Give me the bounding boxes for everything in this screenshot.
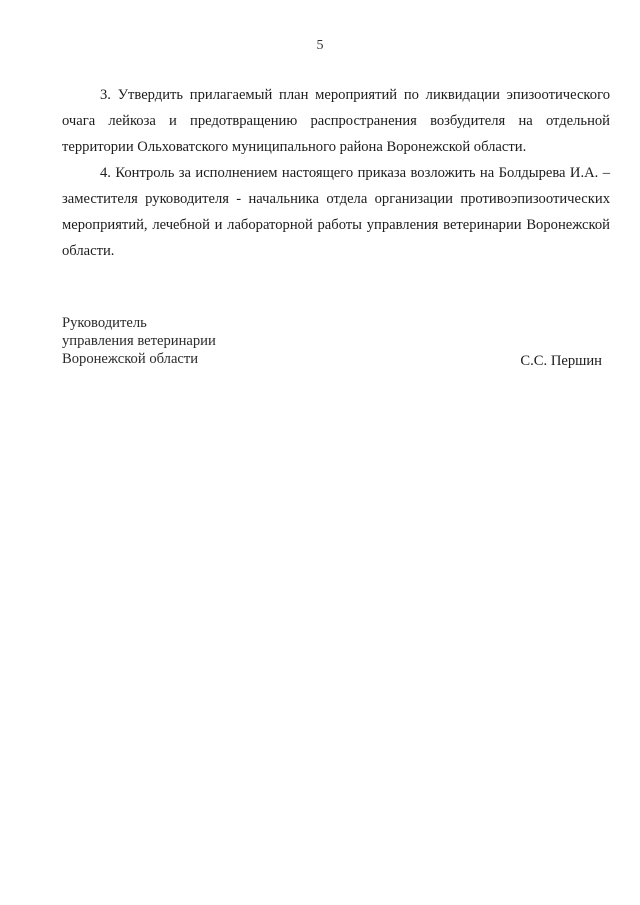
- signer-position-line-1: Руководитель: [62, 315, 147, 331]
- paragraph-item-4: 4. Контроль за исполнением настоящего приказа возложить на Болдырева И.А. – заместителя руководителя - начальника отдела организации противоэпизоотических мероприятий, лечебной и лабораторной работы управления ветеринарии Воронежской области.: [62, 165, 610, 259]
- signer-name: С.С. Першин: [520, 353, 602, 369]
- paragraph-item-3: 3. Утвердить прилагаемый план мероприятий по ликвидации эпизоотического очага лейкоза и предотвращению распространения возбудителя на отдельной территории Ольховатского муниципального района Воронежской области.: [62, 87, 610, 155]
- page-number: 5: [316, 38, 324, 53]
- signature-block: [62, 314, 610, 368]
- signer-position-line-3: Воронежской области: [62, 351, 199, 367]
- document-body: [62, 82, 610, 264]
- signer-position-line-2: управления ветеринарии: [62, 333, 216, 349]
